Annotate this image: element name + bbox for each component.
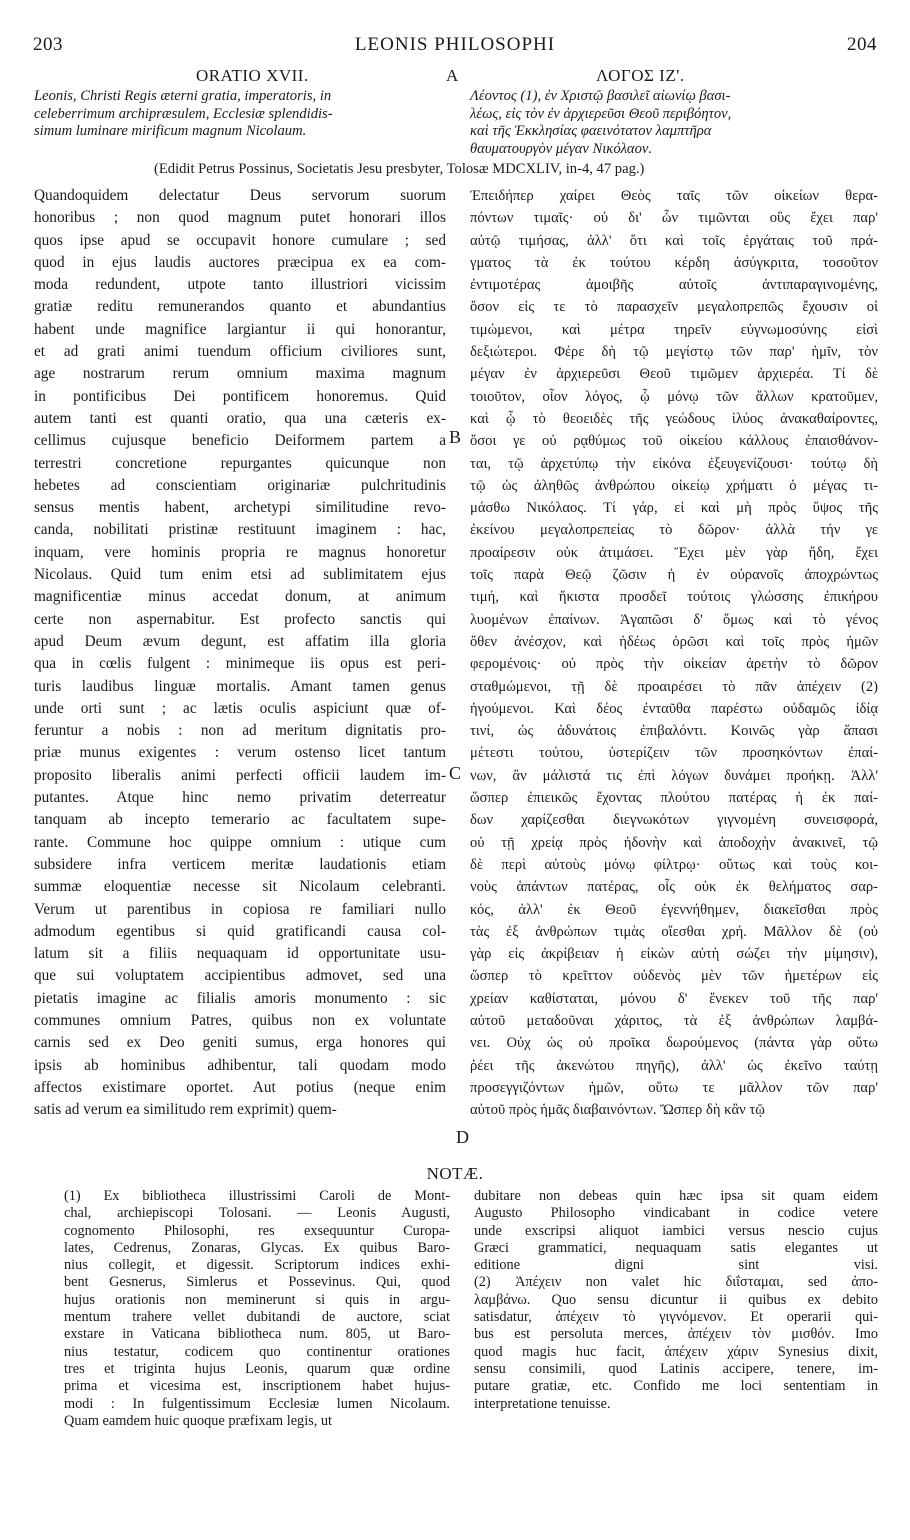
notes-heading: NOTÆ. (426, 1164, 484, 1183)
latin-text-line: quos ipse apud se occupavit honore cumulare ; sed (34, 231, 446, 249)
greek-text-line: τῷ ὡς ἀληθῶς ἀνθρώπου οἰκείῳ χρήματι ὁ μέγας τι- (470, 477, 878, 494)
greek-oration-title: ΛΟΓΟΣ ΙΖ'. (596, 66, 685, 85)
edition-note: (Edidit Petrus Possinus, Societatis Jesu presbyter, Tolosæ MDCXLIV, in-4, 47 pag.) (154, 161, 645, 177)
latin-text-line: moda redundent, utpote tanto illustriori vicissim (34, 276, 446, 294)
note-line: modi : In fulgentissimum Ecclesiæ lumen Nicolaum. (64, 1395, 450, 1412)
greek-text-line: μέγαν ἐν ἀρχιερεῦσι Θεοῦ τιμῶμεν ἀρχιερέα. Τί δὲ (470, 366, 878, 383)
note-line: hujus orationis non meminerunt si quis in argu- (64, 1291, 450, 1308)
greek-text-line: ῥέει τῆς ἀκενώτου πηγῆς), ἀλλ' ὡς ἐκεῖνο ταύτῃ (470, 1057, 878, 1074)
greek-text-line: κός, ἀλλ' ἐκ Θεοῦ ἐγεννήθημεν, διακεῖσθαι πρὸς (470, 901, 878, 918)
greek-text-line: προσεγγιζόντων ἡμῶν, οὕτω τε μᾶλλον τῶν παρ' (470, 1079, 878, 1096)
notes-left-column (64, 1188, 450, 1430)
margin-marker-d: D (456, 1127, 469, 1147)
notes-right-column (474, 1188, 878, 1413)
dedication-line: λέως, εἰς τὸν ἐν ἀρχιερεῦσι Θεοῦ περιβόητον, (470, 105, 732, 122)
dedication-line: simum luminare mirificum magnum Nicolaum. (34, 123, 307, 139)
note-line: editione digni sint visi. (474, 1257, 878, 1274)
dedication-line: celeberrimum archipræsulem, Ecclesiæ splendidis- (34, 105, 333, 122)
margin-marker-a: A (446, 66, 459, 85)
latin-text-line: feruntur a nobis : non ad meritum dignitatis pro- (34, 722, 446, 740)
latin-text-line: habent unde magnifice largiantur ii qui honorantur, (34, 320, 446, 338)
greek-text-line: ὥσπερ ἐπιεικῶς ἔχοντας πλούτου πατέρας ἡ ἐκ παί- (470, 790, 878, 807)
greek-text-line: νων, ἂν μάλιστά τις ἐπὶ λόγων δυνάμει προήκῃ. Ἀλλ' (470, 767, 878, 784)
note-line: quod magis huc facit, ἀπέχειν χάριν Synesius dixit, (474, 1343, 878, 1360)
greek-text-column (470, 185, 878, 1121)
latin-text-line: que sui voluptatem accipientibus admovet, sed una (34, 967, 446, 985)
greek-text-line: προαίρεσιν οὐκ ἀτιμάσει. Ἔχει μὲν γὰρ ἤδη, ἔχει (470, 544, 878, 561)
note-line: (2) Ἀπέχειν non valet hic διΐσταμαι, sed ἀπο- (474, 1274, 878, 1291)
latin-text-line: gratiæ reditu remunerandos quanto et abundantius (34, 298, 446, 316)
note-line: nius collegit, et digessit. Scriptorum indices exhi- (64, 1257, 450, 1274)
latin-text-line: putantes. Atque hinc nemo privatim deterreatur (34, 789, 446, 807)
note-line: dubitare non debeas quin hæc ipsa sit quam eidem (474, 1188, 878, 1204)
note-line: interpretatione tenuisse. (474, 1395, 611, 1412)
latin-text-line: magnificentiæ minus accedat donum, at animum (34, 588, 446, 606)
running-title: LEONIS PHILOSOPHI (354, 34, 556, 55)
note-line: mentum trahere vellet dubitandi de auctore, sciat (64, 1309, 450, 1326)
latin-text-line: cellimus cujusque beneficio Deiformem partem a (34, 432, 446, 450)
note-line: bus est persoluta merces, ἀπέχειν τὸν μισθόν. Imo (474, 1326, 878, 1343)
note-line: nius testatur, codicem quo continentur orationes (64, 1343, 450, 1360)
note-line: prima et vicesima est, inscriptionem habet hujus- (64, 1378, 450, 1395)
page-number-left: 203 (33, 34, 63, 55)
margin-marker-b: B (449, 427, 462, 447)
note-line: tres et triginta hujus Leonis, quarum quæ ordine (64, 1360, 450, 1377)
latin-oration-title: ORATIO XVII. (196, 66, 309, 85)
latin-text-line: sensus mentis habent, archetypi similitudine revo- (34, 499, 446, 517)
greek-text-line: ὅθεν ἀνέσχον, καὶ ἡδέως ὁρῶσι καὶ τοῖς πρὸς ἡμῶν (470, 633, 878, 650)
greek-text-line: ἡγούμενοι. Καὶ δέος ἐνταῦθα παρέστω οὐδαμῶς ἰδίᾳ (470, 700, 878, 717)
greek-text-line: πόντων τιμαῖς· οὐ δι' ὧν τιμῶνται οὓς ἔχει παρ' (470, 210, 878, 227)
note-line: sensu consimili, quod Latinis accipere, tenere, im- (474, 1360, 878, 1377)
dedication-line: καὶ τῆς Ἐκκλησίας φαεινότατον λαμπτῆρα (470, 123, 712, 139)
greek-text-line: ἐντιμοτέρας ἀμοιβῆς αὐτοῖς ἀντιπαραγινομένης, (470, 277, 878, 294)
greek-text-line: νοὺς ἁπάντων πατέρας, οἷς οὐκ ἐκ θελήματος σαρ- (470, 879, 878, 896)
latin-text-line: Nicolaus. Quid tum enim etsi ad sublimitatem ejus (34, 566, 446, 584)
latin-text-line: certe non aspernabitur. Est profecto sanctis qui (34, 610, 446, 628)
greek-text-line: δων χαρίζεσθαι διεγνωκότων γιγνομένη συνεισφορά, (470, 812, 878, 829)
greek-dedication (470, 88, 878, 158)
latin-text-line: autem tanti est quanti oratio, qua una cæteris ex- (34, 409, 446, 427)
note-line: bent Gesnerus, Simlerus et Possevinus. Qui, quod (64, 1274, 450, 1291)
greek-text-line: καὶ ᾧ τὸ θεοειδὲς τῆς γεώδους ἰλύος ἀνακαθαίροντες, (470, 410, 878, 427)
latin-text-line: quod in ejus laudis auctores præcipua ex ea com- (34, 253, 446, 271)
note-line: putare gratiæ, etc. Confido me loci sententiam in (474, 1378, 878, 1395)
latin-dedication (34, 88, 446, 141)
greek-text-line: σταθμώμενοι, τῇ δὲ προαιρέσει τὸ πᾶν ἀπέχειν (2) (470, 678, 878, 695)
latin-text-line: summæ eloquentiæ necesse sit Nicolaum celebranti. (34, 878, 446, 896)
note-line: Augusto Philosopho vindicabant in codice vetere (474, 1205, 878, 1222)
latin-text-line: turis laudibus linguæ mortalis. Amant tamen genus (34, 677, 446, 695)
margin-marker-c: C (449, 763, 462, 783)
greek-text-line: τιμή, καὶ ἥκιστα προσδεῖ τούτοις γλώσσης ἐπικήρου (470, 589, 878, 606)
latin-text-column (34, 185, 446, 1121)
note-line: unde exscripsi aliquot iambici versus nescio cujus (474, 1222, 878, 1239)
greek-text-line: ὅσον εἰς τε τὸ παρασχεῖν μεγαλοπρεπῶς ἔχουσιν οἱ (470, 299, 878, 316)
latin-text-line: latum sit a filiis nequaquam id opportunitate usu- (34, 945, 446, 963)
greek-text-line: λυομένων ἐπαίνων. Ἀγαπῶσι δ' ὅμως καὶ τὸ γένος (470, 611, 878, 628)
note-line: λαμβάνω. Quo sensu dicuntur ii quibus ex debito (474, 1291, 878, 1308)
latin-text-line: terrestri concretione repurgantes quicunque non (34, 454, 446, 472)
note-line: Græci grammatici, nequaquam satis elegantes ut (474, 1239, 878, 1256)
latin-text-line: honoribus ; non quod magnum putet honorari illos (34, 209, 446, 227)
latin-text-line: unde orti sunt ; ac lætis oculis aspiciunt quæ of- (34, 699, 446, 717)
greek-text-line: γματος τὰ ἐκ τούτου κέρδη ἀσύγκριτα, τοσοῦτον (470, 254, 878, 271)
note-line: lates, Cedrenus, Zonaras, Glycas. Ex quibus Baro- (64, 1239, 450, 1256)
latin-text-line: ipsis ab hominibus adhibentur, tali quodam modo (34, 1056, 446, 1074)
greek-text-line: γὰρ εἰς ἀκρίβειαν ἡ εἰκὼν αὐτὴ σώζει τὴν μίμησιν), (470, 946, 878, 963)
greek-text-line: αὐτοῦ πρὸς ἡμᾶς διαβαινόντων. Ὥσπερ δὴ κἂν τῷ (470, 1102, 765, 1119)
greek-text-line: ἐκείνου μεγαλοπρεπείας τὸ δῶρον· ἀλλὰ τήν γε (470, 522, 878, 539)
greek-text-line: μάσθω Νικόλαος. Τί γάρ, εἰ καὶ μὴ πρὸς ὕψος τῆς (470, 500, 878, 517)
greek-text-line: ται, τῷ ἀρχετύπῳ τὴν εἰκόνα ἐξευγενίζουσι· τούτῳ δὴ (470, 455, 878, 472)
note-line: Quam eamdem huic quoque præfixam legis, ut (64, 1412, 333, 1429)
greek-text-line: δεξιώτεροι. Φέρε δὴ τῷ μεγίστῳ τῶν παρ' ἡμῖν, τὸν (470, 344, 878, 361)
greek-text-line: Ἐπειδήπερ χαίρει Θεὸς ταῖς τῶν οἰκείων θερα- (470, 188, 878, 204)
greek-text-line: τὰς ἐξ ἀνθρώπων τιμὰς οἴεσθαι χρή. Μᾶλλον δὲ (οὐ (470, 923, 878, 940)
greek-text-line: ὅσοι γε οὐ ρᾳθύμως τοῦ οἰκείου κάλλους ἐπαισθάνον- (470, 433, 878, 450)
latin-text-line: et ad grati animi tuendum officium civiliores sunt, (34, 343, 446, 361)
latin-text-line: admodum egentibus si quid gratificandi causa col- (34, 922, 446, 940)
greek-text-line: αὐτῷ τιμήσας, ἀλλ' ὅτι καὶ τοῖς ἐργάταις τοῦ πρά- (470, 232, 878, 249)
greek-text-line: τοιοῦτον, οἷον λόγος, ᾧ μόνῳ τῶν ἄλλων κρατοῦμεν, (470, 388, 878, 405)
latin-text-line: proposito liberalis animi perfecti officii laudem im- (34, 766, 446, 784)
latin-text-line: qua in cœlis fulgent : minimeque iis opus est peri- (34, 655, 446, 673)
greek-text-line: χρείαν καθίσταται, μόνου δ' ἕνεκεν τοῦ τῆς παρ' (470, 990, 878, 1007)
greek-text-line: τοῖς παρὰ Θεῷ ζῶσιν ἡ ἐν οὐρανοῖς ἀποχρώντως (470, 567, 878, 584)
latin-text-line: Quandoquidem delectatur Deus servorum suorum (34, 187, 446, 204)
greek-text-line: τιμώμενοι, καὶ μέτρα τηρεῖν εὐγνωμοσύνης εἰσὶ (470, 321, 878, 338)
note-line: (1) Ex bibliotheca illustrissimi Caroli de Mont- (64, 1188, 450, 1204)
latin-text-line: apud Deum ævum degunt, est affatim illa gloria (34, 632, 446, 650)
greek-text-line: μέτεστι τούτου, ὑστερίζειν τῶν προσηκόντων ἐπαί- (470, 745, 878, 762)
greek-text-line: νει. Οὐχ ὡς οὐ προῖκα δωρούμενος (πάντα γὰρ οὕτω (470, 1035, 878, 1052)
greek-text-line: δὲ περὶ αὐτοὺς μόνῳ φίλτρῳ· οὕτως καὶ τοὺς κοι- (470, 856, 878, 873)
note-line: satisdatur, ἀπέχειν τὸ γιγνόμενον. Et operarii qui- (474, 1309, 878, 1326)
latin-text-line: Verum ut parentibus in copiosa re familiari nullo (34, 900, 446, 918)
greek-text-line: φερομένοις· οὐ πρὸς τὴν οἰκείαν ἀρετὴν τὸ δῶρον (470, 656, 878, 673)
latin-text-line: pietatis imagine ac filialis amoris monumento : sic (34, 989, 446, 1007)
latin-text-line: age nostrarum rerum omnium maxima magnum (34, 365, 446, 383)
greek-text-line: αὐτοῦ μεταδοῦναι χάριτος, τὰ ἐξ ἀνθρώπων λαμβά- (470, 1012, 878, 1029)
greek-text-line: οὐ τῇ χρείᾳ πρὸς ἡδονὴν καὶ ἀποδοχὴν ἀνακινεῖ, τῷ (470, 834, 878, 851)
latin-text-line: inquam, vere hominis propria re magnus honoretur (34, 543, 446, 561)
note-line: chal, archiepiscopi Tolosani. — Leonis Augusti, (64, 1205, 450, 1222)
page-number-right: 204 (847, 34, 877, 55)
latin-text-line: communes omnium Patres, quibus non ex voluntate (34, 1011, 446, 1029)
note-line: exstare in Vaticana bibliotheca num. 805, ut Baro- (64, 1326, 450, 1343)
latin-text-line: carnis sed ex Deo geniti sumus, erga honores qui (34, 1034, 446, 1052)
latin-text-line: in pontificibus Dei pontificem honoremus. Quid (34, 387, 446, 405)
latin-text-line: priæ munus exigentes : verum ostenso licet tantum (34, 744, 446, 762)
dedication-line: Leonis, Christi Regis æterni gratia, imperatoris, in (34, 88, 332, 104)
dedication-line: θαυματουργὸν μέγαν Νικόλαον. (470, 140, 653, 157)
dedication-line: Λέοντος (1), ἐν Χριστῷ βασιλεῖ αἰωνίῳ βασι- (470, 88, 731, 104)
greek-text-line: ὥσπερ τὸ κρεῖττον οὐδενὸς μὲν τῶν ἡμετέρων εἰς (470, 968, 878, 985)
latin-text-line: subsidere infra verticem meritæ laudationis etiam (34, 855, 446, 873)
note-line: cognomento Philosophi, res exsequuntur Curopa- (64, 1222, 450, 1239)
greek-text-line: τινί, ὡς ἀδυνάτοις ἐπιβαλόντι. Κοινῶς γὰρ ἅπασι (470, 723, 878, 740)
latin-text-line: hebetes ad conscientiam originariæ pulchritudinis (34, 476, 446, 494)
latin-text-line: satis ad verum ea similitudo rem exprimit) quem- (34, 1101, 337, 1119)
latin-text-line: rante. Commune hoc quippe omnium : utique cum (34, 833, 446, 851)
latin-text-line: affectos existimare oportet. Aut potius (neque enim (34, 1078, 446, 1096)
latin-text-line: canda, nobilitati pristinæ restituunt imaginem : hac, (34, 521, 446, 539)
latin-text-line: tanquam ab incepto temerario ac facultatem supe- (34, 811, 446, 829)
